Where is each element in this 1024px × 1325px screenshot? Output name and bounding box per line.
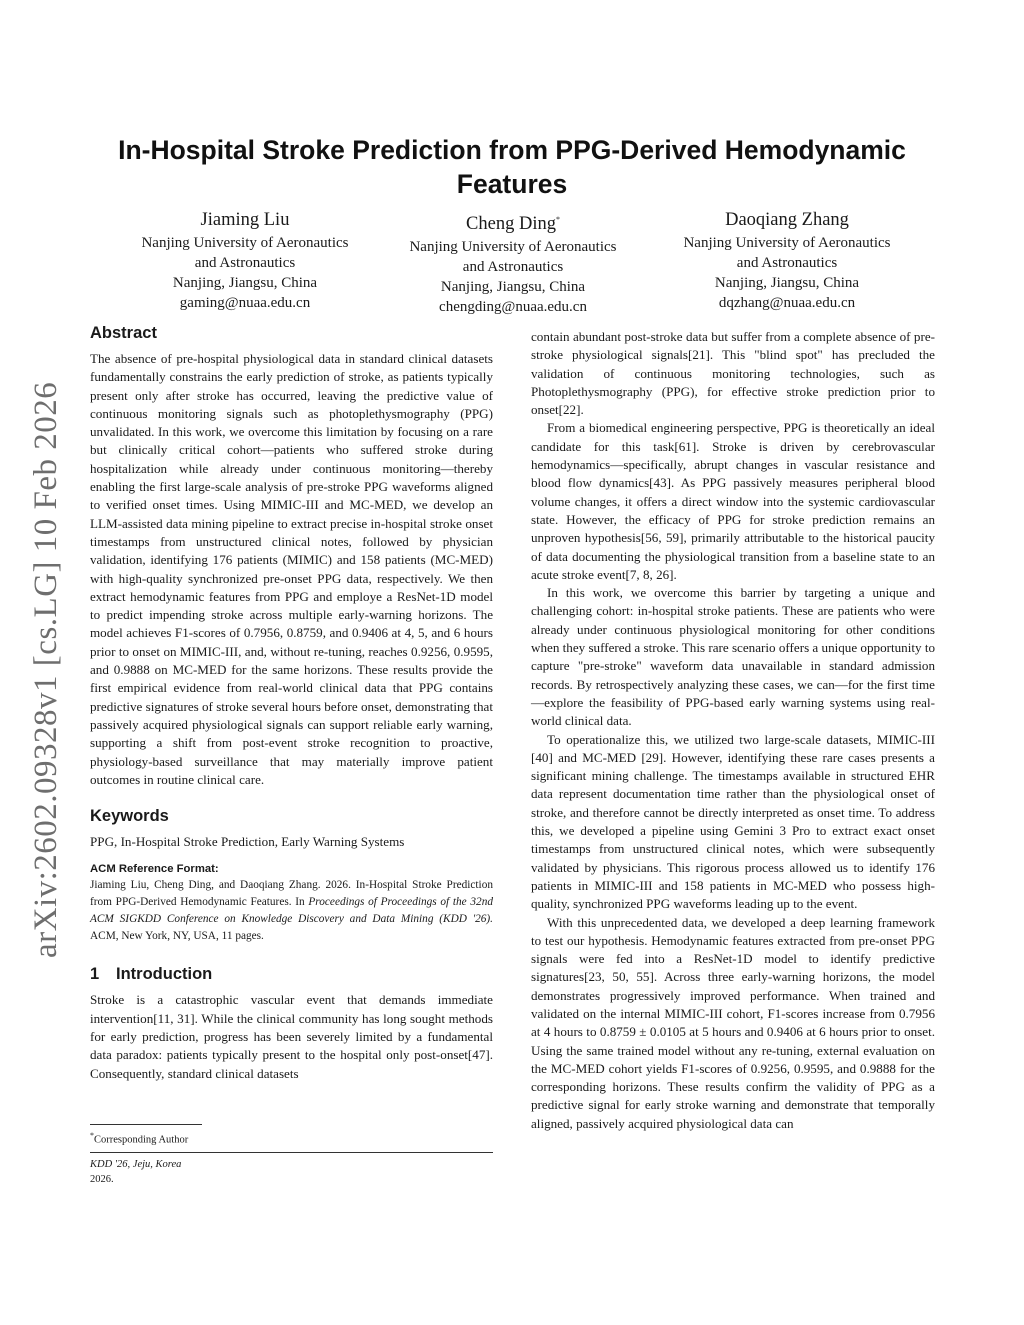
section-number: 1 [90, 965, 100, 984]
arxiv-identifier: arXiv:2602.09328v1 [cs.LG] 10 Feb 2026 [28, 381, 64, 958]
author-affiliation: Nanjing University of Aeronautics [409, 239, 617, 256]
author-name: Cheng Ding [466, 214, 556, 235]
author-name: Jiaming Liu [200, 210, 290, 230]
author-affiliation: and Astronautics [194, 255, 296, 271]
abstract-text: The absence of pre-hospital physiological data in standard clinical datasets fundamentally constrains the early prediction of stroke, as patients typically present only after stroke has occurred, leaving the predictive value of continuous monitoring signals such as photoplethysmography (PPG) unvalidated. In this work, we overcome this limitation by focusing on a rare but clinically critical cohort—patients who suffered stroke during hospitalization while already under continuous monitoring—thereby enabling the first large-scale analysis of pre-stroke PPG waveforms aligned to verified onset times. Using MIMIC-III and MC-MED, we develop an LLM-assisted data mining pipeline to extract precise in-hospital stroke onset timestamps from unstructured clinical notes, followed by physician validation, identifying 176 patients (MIMIC) and 158 patients (MC-MED) with high-quality synchronized pre-onset PPG data, respectively. We then extract hemodynamic features from PPG and employe a ResNet-1D model to predict impending stroke across multiple early-warning horizons. The model achieves F1-scores of 0.7956, 0.8759, and 0.9406 at 4, 5, and 6 hours prior to onset on MIMIC-III, and, without re-tuning, reaches 0.9256, 0.9595, and 0.9888 on MC-MED for the same horizons. These results provide the first empirical evidence from real-world clinical data that PPG contains predictive signatures of stroke several hours before onset, demonstrating that passively acquired physiological signals can support reliable early warning, supporting a shift from post-event stroke recognition to proactive, physiology-based surveillance that may materially improve patient outcomes in routine clinical care. [90, 351, 493, 787]
venue-name: KDD '26, Jeju, Korea [90, 1159, 182, 1170]
footnote-text [90, 1129, 493, 1148]
footnote-label: Corresponding Author [94, 1134, 189, 1146]
author-email: gaming@nuaa.edu.cn [179, 295, 311, 311]
introduction-heading [90, 963, 493, 985]
author-affiliation: and Astronautics [462, 259, 564, 276]
keywords-text: PPG, In-Hospital Stroke Prediction, Early Warning Systems [90, 834, 405, 850]
introduction-paragraph: To operationalize this, we utilized two large-scale datasets, MIMIC-III [40] and MC-MED [29]. However, identifying these rare cases presents a significant mining challenge. The timestamps available in structured EHR data represent documentation time rather than the physiological onset of stroke, and therefore cannot be directly interpreted as onset time. To address this, we developed a pipeline using Gemini 3 Pro to extract exact onset timestamps from unstructured clinical notes, which were subsequently validated by physicians. This rigorous process allowed us to identify 176 patients in MIMIC-III and 158 patients in MC-MED who possess high-quality, synchronized PPG waveforms leading up to the event. [531, 731, 935, 912]
footnote-rule [90, 1124, 202, 1125]
left-column [90, 322, 493, 1083]
author-block-2 [378, 207, 648, 317]
author-name-line [378, 207, 648, 237]
introduction-paragraph: contain abundant post-stroke data but suffer from a complete absence of pre-stroke physiological signals[21]. This "blind spot" has precluded the validation of continuous monitoring technologies, such as Photoplethysmography (PPG), for effective stroke prediction prior to onset[22]. [531, 329, 935, 418]
right-column [531, 328, 935, 1133]
author-block-3 [652, 207, 922, 313]
author-location: Nanjing, Jiangsu, China [440, 279, 586, 296]
venue-year: 2026. [90, 1174, 114, 1185]
paper-title: In-Hospital Stroke Prediction from PPG-Derived Hemodynamic Features [118, 135, 906, 199]
introduction-paragraph: In this work, we overcome this barrier by targeting a unique and challenging cohort: in-hospital stroke patients. These are patients who were already under continuous physiological monitoring for other conditions when they suffered a stroke. This rare scenario offers a unique opportunity to capture "pre-stroke" waveform data unavailable in standard admission records. By retrospectively analyzing these cases, we can—for the first time—explore the feasibility of PPG-based early warning systems using real-world clinical data. [531, 585, 935, 729]
author-email: chengding@nuaa.edu.cn [439, 299, 587, 316]
corresponding-marker: * [555, 215, 560, 224]
introduction-paragraph: With this unprecedented data, we developed a deep learning framework to test our hypothesis. Hemodynamic features extracted from pre-onset PPG signals were fed into a ResNet-1D model to identify predictive signatures[23, 50, 55]. Across three early-warning horizons, the model demonstrates progressively improved performance. When trained and validated on the internal MIMIC-III cohort, F1-scores increase from 0.7956 at 4 hours to 0.8759 ± 0.0105 at 5 hours and 0.9406 at 6 hours prior to onset. Using the same trained model without any re-tuning, external evaluation on the MC-MED cohort yields F1-scores of 0.9256, 0.9595, and 0.9888 for the corresponding horizons. These results confirm the validity of PPG as a predictive signal for early stroke warning and demonstrate that temporally aligned, passively acquired physiological data can [531, 914, 935, 1131]
introduction-paragraph: Stroke is a catastrophic vascular event that demands immediate intervention[11, 31]. While the clinical community has long sought methods for early prediction, progress has been severely limited by a fundamental data paradox: patients typically present to the hospital only post-onset[47]. Consequently, standard clinical datasets [90, 992, 493, 1081]
footnote-marker: * [90, 1131, 94, 1140]
author-location: Nanjing, Jiangsu, China [714, 275, 860, 291]
section-title: Introduction [116, 965, 213, 984]
author-name: Daoqiang Zhang [725, 210, 849, 230]
acm-reference-tail: ACM, New York, NY, USA, 11 pages. [90, 930, 264, 943]
acm-reference-text [90, 877, 493, 945]
introduction-paragraph: From a biomedical engineering perspective, PPG is theoretically an ideal candidate for this task[61]. Stroke is driven by cerebrovascular hemodynamics—specifically, abrupt changes in vascular resistance and blood flow dynamics[43]. As PPG passively measures peripheral blood volume changes, it offers a direct window into the systemic cardiovascular state. However, the efficacy of PPG for stroke prediction remains an unproven hypothesis[56, 59], primarily attributable to the historical paucity of data documenting the physiological transition from a baseline state to an acute stroke event[7, 8, 26]. [531, 420, 935, 582]
venue-rule [90, 1152, 493, 1153]
keywords-heading: Keywords [90, 807, 169, 826]
author-affiliation: and Astronautics [736, 255, 838, 271]
acm-reference [90, 861, 493, 945]
acm-reference-proceedings: Proceedings of Proceedings of the 32nd ACM SIGKDD Conference on Knowledge Discovery and Data Mining (KDD '26). [90, 896, 493, 926]
venue-line [90, 1157, 493, 1172]
footnote [90, 1124, 493, 1148]
author-affiliation: Nanjing University of Aeronautics [141, 235, 349, 251]
acm-reference-label: ACM Reference Format: [90, 863, 219, 876]
author-email: dqzhang@nuaa.edu.cn [718, 295, 856, 311]
abstract-heading: Abstract [90, 324, 157, 342]
author-block-1 [110, 207, 380, 313]
author-location: Nanjing, Jiangsu, China [172, 275, 318, 291]
author-affiliation: Nanjing University of Aeronautics [683, 235, 891, 251]
venue-info [90, 1152, 493, 1187]
acm-reference-plain: Jiaming Liu, Cheng Ding, and Daoqiang Zhang. 2026. In-Hospital Stroke Prediction from PPG-Derived Hemodynamic Features. In [90, 879, 493, 909]
